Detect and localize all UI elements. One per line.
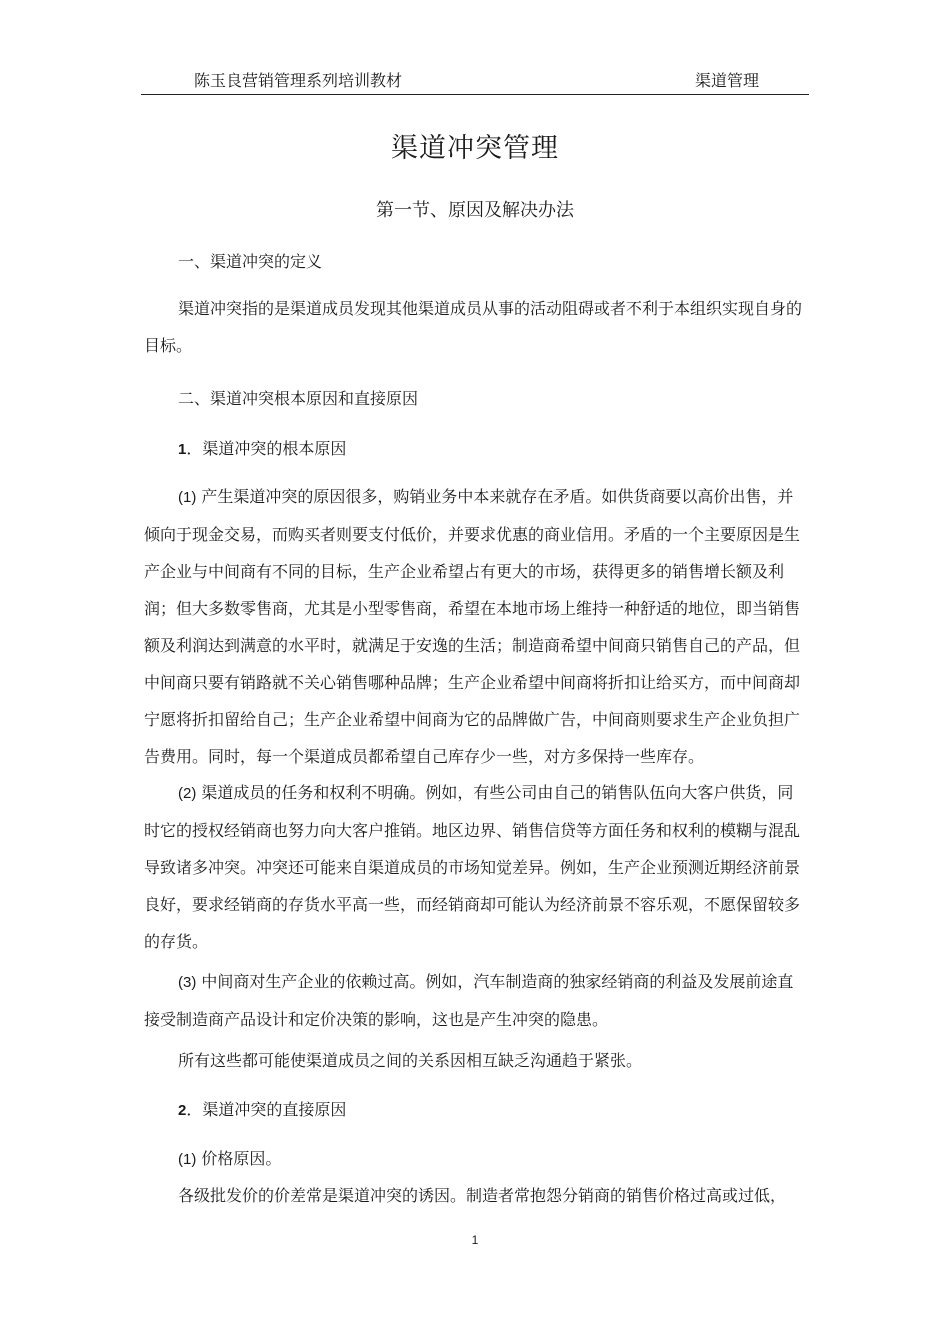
heading-definition: 一、渠道冲突的定义 bbox=[178, 252, 323, 271]
paragraph-summary: 所有这些都可能使渠道成员之间的关系因相互缺乏沟通趋于紧张。 bbox=[178, 1051, 643, 1070]
item-number: (1) bbox=[178, 489, 197, 506]
item-text: 价格原因。 bbox=[196, 1149, 282, 1168]
section-title: 第一节、原因及解决办法 bbox=[376, 200, 574, 221]
document-title: 渠道冲突管理 bbox=[391, 133, 559, 164]
paragraph-cause-3 bbox=[144, 963, 808, 1038]
paragraph-cause-1 bbox=[144, 478, 808, 775]
heading-causes: 二、渠道冲突根本原因和直接原因 bbox=[178, 389, 419, 408]
header-series-title: 陈玉良营销管理系列培训教材 bbox=[194, 71, 403, 90]
paragraph-definition: 渠道冲突指的是渠道成员发现其他渠道成员从事的活动阻碍或者不利于本组织实现自身的目标。 bbox=[144, 299, 803, 355]
subheading-number: 2 bbox=[178, 1102, 187, 1119]
item-number: (1) bbox=[178, 1151, 197, 1168]
item-text: 产生渠道冲突的原因很多，购销业务中本来就存在矛盾。如供货商要以高价出售，并倾向于现金交易，而购买者则要支付低价，并要求优惠的商业信用。矛盾的一个主要原因是生产企业与中间商有不同的目标，生产企业希望占有更大的市场，获得更多的销售增长额及利润；但大多数零售商，尤其是小型零售商，希望在本地市场上维持一种舒适的地位，即当销售额及利润达到满意的水平时，就满足于安逸的生活；制造商希望中间商只销售自己的产品，但中间商只要有销路就不关心销售哪种品牌；生产企业希望中间商将折扣让给买方，而中间商却宁愿将折扣留给自己；生产企业希望中间商为它的品牌做广告，中间商则要求生产企业负担广告费用。同时，每一个渠道成员都希望自己库存少一些，对方多保持一些库存。 bbox=[144, 487, 801, 766]
paragraph-cause-2 bbox=[144, 774, 808, 960]
page-header bbox=[141, 64, 809, 95]
item-text: 渠道成员的任务和权利不明确。例如，有些公司由自己的销售队伍向大客户供货，同时它的授权经销商也努力向大客户推销。地区边界、销售信贷等方面任务和权利的模糊与混乱导致诸多冲突。冲突还可能来自渠道成员的市场知觉差异。例如，生产企业预测近期经济前景良好，要求经销商的存货水平高一些，而经销商却可能认为经济前景不容乐观，不愿保留较多的存货。 bbox=[144, 783, 801, 951]
item-text: 中间商对生产企业的依赖过高。例如，汽车制造商的独家经销商的利益及发展前途直接受制造商产品设计和定价决策的影响，这也是产生冲突的隐患。 bbox=[144, 972, 794, 1029]
page-number: 1 bbox=[471, 1233, 479, 1247]
subheading-text: ．渠道冲突的根本原因 bbox=[186, 439, 347, 458]
subheading-text: ．渠道冲突的直接原因 bbox=[186, 1100, 347, 1119]
subheading-number: 1 bbox=[178, 441, 187, 458]
item-price-reason bbox=[144, 1146, 808, 1169]
subheading-direct-causes bbox=[144, 1097, 808, 1120]
paragraph-price: 各级批发价的价差常是渠道冲突的诱因。制造者常抱怨分销商的销售价格过高或过低， bbox=[178, 1186, 787, 1205]
item-number: (2) bbox=[178, 785, 197, 802]
header-chapter-title: 渠道管理 bbox=[694, 71, 759, 90]
subheading-root-causes bbox=[144, 436, 808, 459]
item-number: (3) bbox=[178, 974, 197, 991]
